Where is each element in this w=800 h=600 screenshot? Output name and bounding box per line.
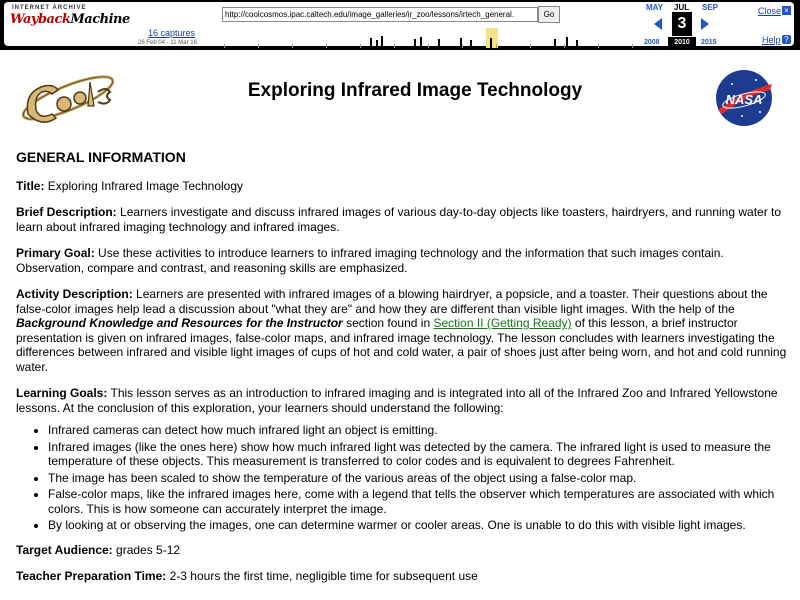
title-label: Title: bbox=[16, 178, 45, 193]
prep-label: Teacher Preparation Time: bbox=[16, 569, 167, 583]
activity-text-1: Learners are presented with infrared images of a blowing hairdryer, a popsicle, and a toaster. Their questions about the false-color images help lead a discussion about "what they are" and how they are different than visible light images. With the help of the bbox=[16, 287, 768, 316]
capture-bar bbox=[566, 37, 568, 48]
learning-label: Learning Goals: bbox=[16, 386, 108, 400]
title-value: Exploring Infrared Image Technology bbox=[47, 178, 244, 193]
teacher-prep-time bbox=[16, 569, 788, 584]
nasa-logo[interactable] bbox=[712, 66, 776, 130]
activity-description bbox=[16, 287, 788, 374]
activity-text-3: of this lesson, a brief instructor presentation is given on infrared images, false-color maps, and infrared image technology. The lesson concludes with learners investigating the differences between infrared and visible light images of cups of hot and cold water, a pair of shoes just after being worn, and hot and cold running water. bbox=[16, 316, 787, 374]
section-heading: GENERAL INFORMATION bbox=[16, 149, 186, 165]
primary-value: Use these activities to introduce learners to infrared imaging technology and the information that such images contain. Observation, compare and contrast, and reasoning skills are emphasized. bbox=[16, 246, 724, 275]
timeline-tick bbox=[564, 44, 565, 48]
primary-label: Primary Goal: bbox=[16, 246, 95, 260]
primary-goal bbox=[16, 246, 788, 275]
activity-text-2: section found in bbox=[346, 316, 431, 330]
list-item: • Infrared cameras can detect how much infrared light an object is emitting. bbox=[48, 423, 788, 438]
section-ii-link[interactable]: Section II (Getting Ready) bbox=[433, 316, 572, 330]
list-item: • Infrared images (like the ones here) show how much infrared light was detected by the camera. The infrared light is used to measure the temperature of these objects. This measurement is transferred to color codes and is equivalent to degrees Fahrenheit. bbox=[48, 440, 788, 469]
brief-label: Brief Description: bbox=[16, 205, 117, 219]
prev-month-link[interactable]: MAY bbox=[646, 3, 664, 12]
wayback-logo[interactable] bbox=[10, 12, 130, 28]
activity-label: Activity Description: bbox=[16, 287, 133, 301]
nasa-meatball-icon bbox=[712, 66, 776, 130]
timeline-tick bbox=[292, 44, 293, 48]
timeline-tick bbox=[326, 44, 327, 48]
captures-link[interactable]: 16 captures bbox=[148, 28, 196, 38]
timeline-tick bbox=[394, 44, 395, 48]
prev-year-link[interactable]: 2008 bbox=[644, 39, 660, 46]
audience-label: Target Audience: bbox=[16, 542, 113, 557]
capture-bar bbox=[414, 39, 416, 48]
close-link[interactable]: Close bbox=[758, 6, 782, 16]
url-input[interactable]: http://coolcosmos.ipac.caltech.edu/image_galleries/ir_zoo/lessons/irtech_general. bbox=[222, 7, 538, 22]
capture-bar bbox=[376, 40, 378, 48]
capture-bar bbox=[576, 40, 578, 48]
wayback-logo-word-b: Machine bbox=[70, 12, 130, 27]
timeline-tick bbox=[598, 44, 599, 48]
help-icon[interactable]: ? bbox=[782, 35, 791, 44]
timeline-tick bbox=[428, 44, 429, 48]
capture-bar bbox=[438, 39, 440, 48]
target-audience bbox=[16, 543, 788, 558]
capture-bar bbox=[460, 38, 462, 48]
wayback-logo-caption: INTERNET ARCHIVE bbox=[12, 5, 87, 11]
next-capture-arrow-icon[interactable] bbox=[701, 18, 709, 30]
capture-bar bbox=[370, 38, 372, 48]
capture-timeline[interactable] bbox=[224, 26, 636, 48]
audience-value: grades 5-12 bbox=[116, 542, 181, 557]
lesson-content bbox=[16, 150, 788, 596]
brief-value: Learners investigate and discuss infrared images of various day-to-day objects like toasters, hairdryers, and running water to learn about infrared imaging technology and infrared images. bbox=[16, 205, 782, 234]
wayback-toolbar-panel bbox=[4, 2, 794, 46]
current-year: 2010 bbox=[668, 37, 696, 48]
brief-description bbox=[16, 205, 788, 234]
prev-capture-arrow-icon[interactable] bbox=[654, 18, 662, 30]
timeline-tick bbox=[530, 44, 531, 48]
timeline-tick bbox=[360, 44, 361, 48]
learning-goals bbox=[16, 386, 788, 415]
timeline-tick bbox=[462, 44, 463, 48]
capture-bar bbox=[490, 38, 492, 48]
current-month: JUL bbox=[674, 3, 690, 12]
activity-bold-reference: Background Knowledge and Resources for the Instructor bbox=[16, 316, 343, 330]
go-button[interactable]: Go bbox=[538, 6, 560, 23]
prep-value: 2-3 hours the first time, negligible time for subsequent use bbox=[169, 569, 478, 583]
nasa-logo-text: NASA bbox=[725, 92, 763, 107]
next-year-link[interactable]: 2015 bbox=[701, 39, 717, 46]
wayback-toolbar bbox=[0, 0, 800, 50]
capture-bar bbox=[554, 39, 556, 48]
list-item: • The image has been scaled to show the temperature of the various areas of the object using a false-color map. bbox=[48, 471, 788, 486]
page-title: Exploring Infrared Image Technology bbox=[247, 80, 583, 101]
wayback-logo-word-a: Wayback bbox=[10, 12, 71, 27]
list-item: • By looking at or observing the images, one can determine warmer or cooler areas. One is unable to do this with visible light images. bbox=[48, 518, 788, 533]
capture-bar bbox=[381, 36, 383, 48]
next-month-link[interactable]: SEP bbox=[702, 3, 719, 12]
timeline-tick bbox=[224, 44, 225, 48]
captures-range: 26 Feb 04 - 11 Mar 16 bbox=[138, 40, 197, 46]
timeline-tick bbox=[632, 44, 633, 48]
help-link[interactable]: Help bbox=[762, 35, 781, 45]
capture-bar bbox=[420, 37, 422, 48]
title-row bbox=[16, 179, 788, 194]
timeline-tick bbox=[496, 44, 497, 48]
learning-value: This lesson serves as an introduction to infrared imaging and is integrated into all of the Infrared Zoo and Infrared Yellowstone lessons. At the conclusion of this exploration, your learners should understand the following: bbox=[16, 386, 778, 415]
close-icon[interactable]: × bbox=[782, 6, 791, 15]
learning-goals-list bbox=[16, 423, 788, 533]
capture-bar bbox=[470, 40, 472, 48]
current-day: 3 bbox=[672, 12, 692, 36]
list-item: • False-color maps, like the infrared images here, come with a legend that tells the observer which temperatures are associated with which colors. This is how someone can accurately interpret the image. bbox=[48, 487, 788, 516]
timeline-tick bbox=[258, 44, 259, 48]
